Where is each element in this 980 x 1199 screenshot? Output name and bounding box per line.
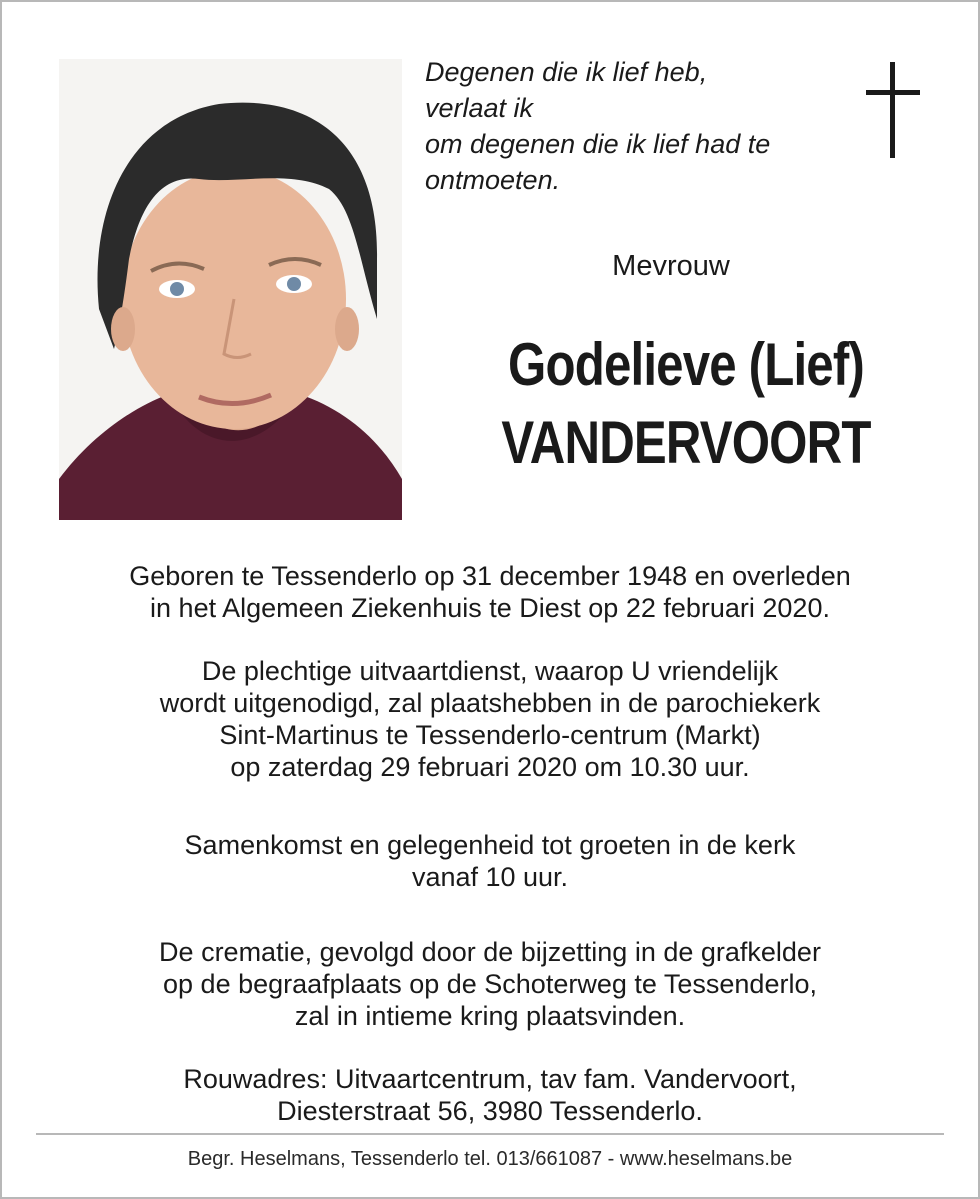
paragraph-line: op zaterdag 29 februari 2020 om 10.30 uur.	[230, 752, 750, 782]
paragraph-line: in het Algemeen Ziekenhuis te Diest op 22 februari 2020.	[150, 593, 830, 623]
paragraph-line: Rouwadres: Uitvaartcentrum, tav fam. Vandervoort,	[183, 1064, 797, 1094]
footer-divider	[36, 1133, 944, 1135]
poem-line: verlaat ik	[425, 93, 534, 123]
service-paragraph	[40, 655, 940, 783]
cremation-paragraph	[40, 936, 940, 1032]
paragraph-line: wordt uitgenodigd, zal plaatshebben in de parochiekerk	[159, 688, 821, 718]
poem-line: ontmoeten.	[425, 165, 561, 195]
poem-line: om degenen die ik lief had te	[425, 129, 771, 159]
undertaker-footer: Begr. Heselmans, Tessenderlo tel. 013/661087 - www.heselmans.be	[187, 1148, 793, 1170]
deceased-first-name: Godelieve (Lief)	[508, 331, 864, 398]
poem-line: Degenen die ik lief heb,	[425, 57, 708, 87]
paragraph-line: De plechtige uitvaartdienst, waarop U vriendelijk	[201, 656, 779, 686]
paragraph-line: Diesterstraat 56, 3980 Tessenderlo.	[277, 1096, 703, 1126]
honorific-title: Mevrouw	[612, 250, 730, 282]
paragraph-line: Samenkomst en gelegenheid tot groeten in de kerk	[184, 830, 796, 860]
paragraph-line: vanaf 10 uur.	[411, 862, 569, 892]
portrait-photo	[59, 59, 402, 520]
address-paragraph	[40, 1063, 940, 1127]
paragraph-line: zal in intieme kring plaatsvinden.	[294, 1001, 686, 1031]
gathering-paragraph	[40, 829, 940, 893]
cross-icon	[862, 62, 924, 160]
deceased-last-name: VANDERVOORT	[501, 409, 871, 476]
birth-death-paragraph	[40, 560, 940, 624]
paragraph-line: op de begraafplaats op de Schoterweg te Tessenderlo,	[163, 969, 817, 999]
memorial-poem	[425, 54, 845, 198]
paragraph-line: Sint-Martinus te Tessenderlo-centrum (Markt)	[219, 720, 761, 750]
paragraph-line: De crematie, gevolgd door de bijzetting in de grafkelder	[159, 937, 821, 967]
paragraph-line: Geboren te Tessenderlo op 31 december 1948 en overleden	[129, 561, 851, 591]
